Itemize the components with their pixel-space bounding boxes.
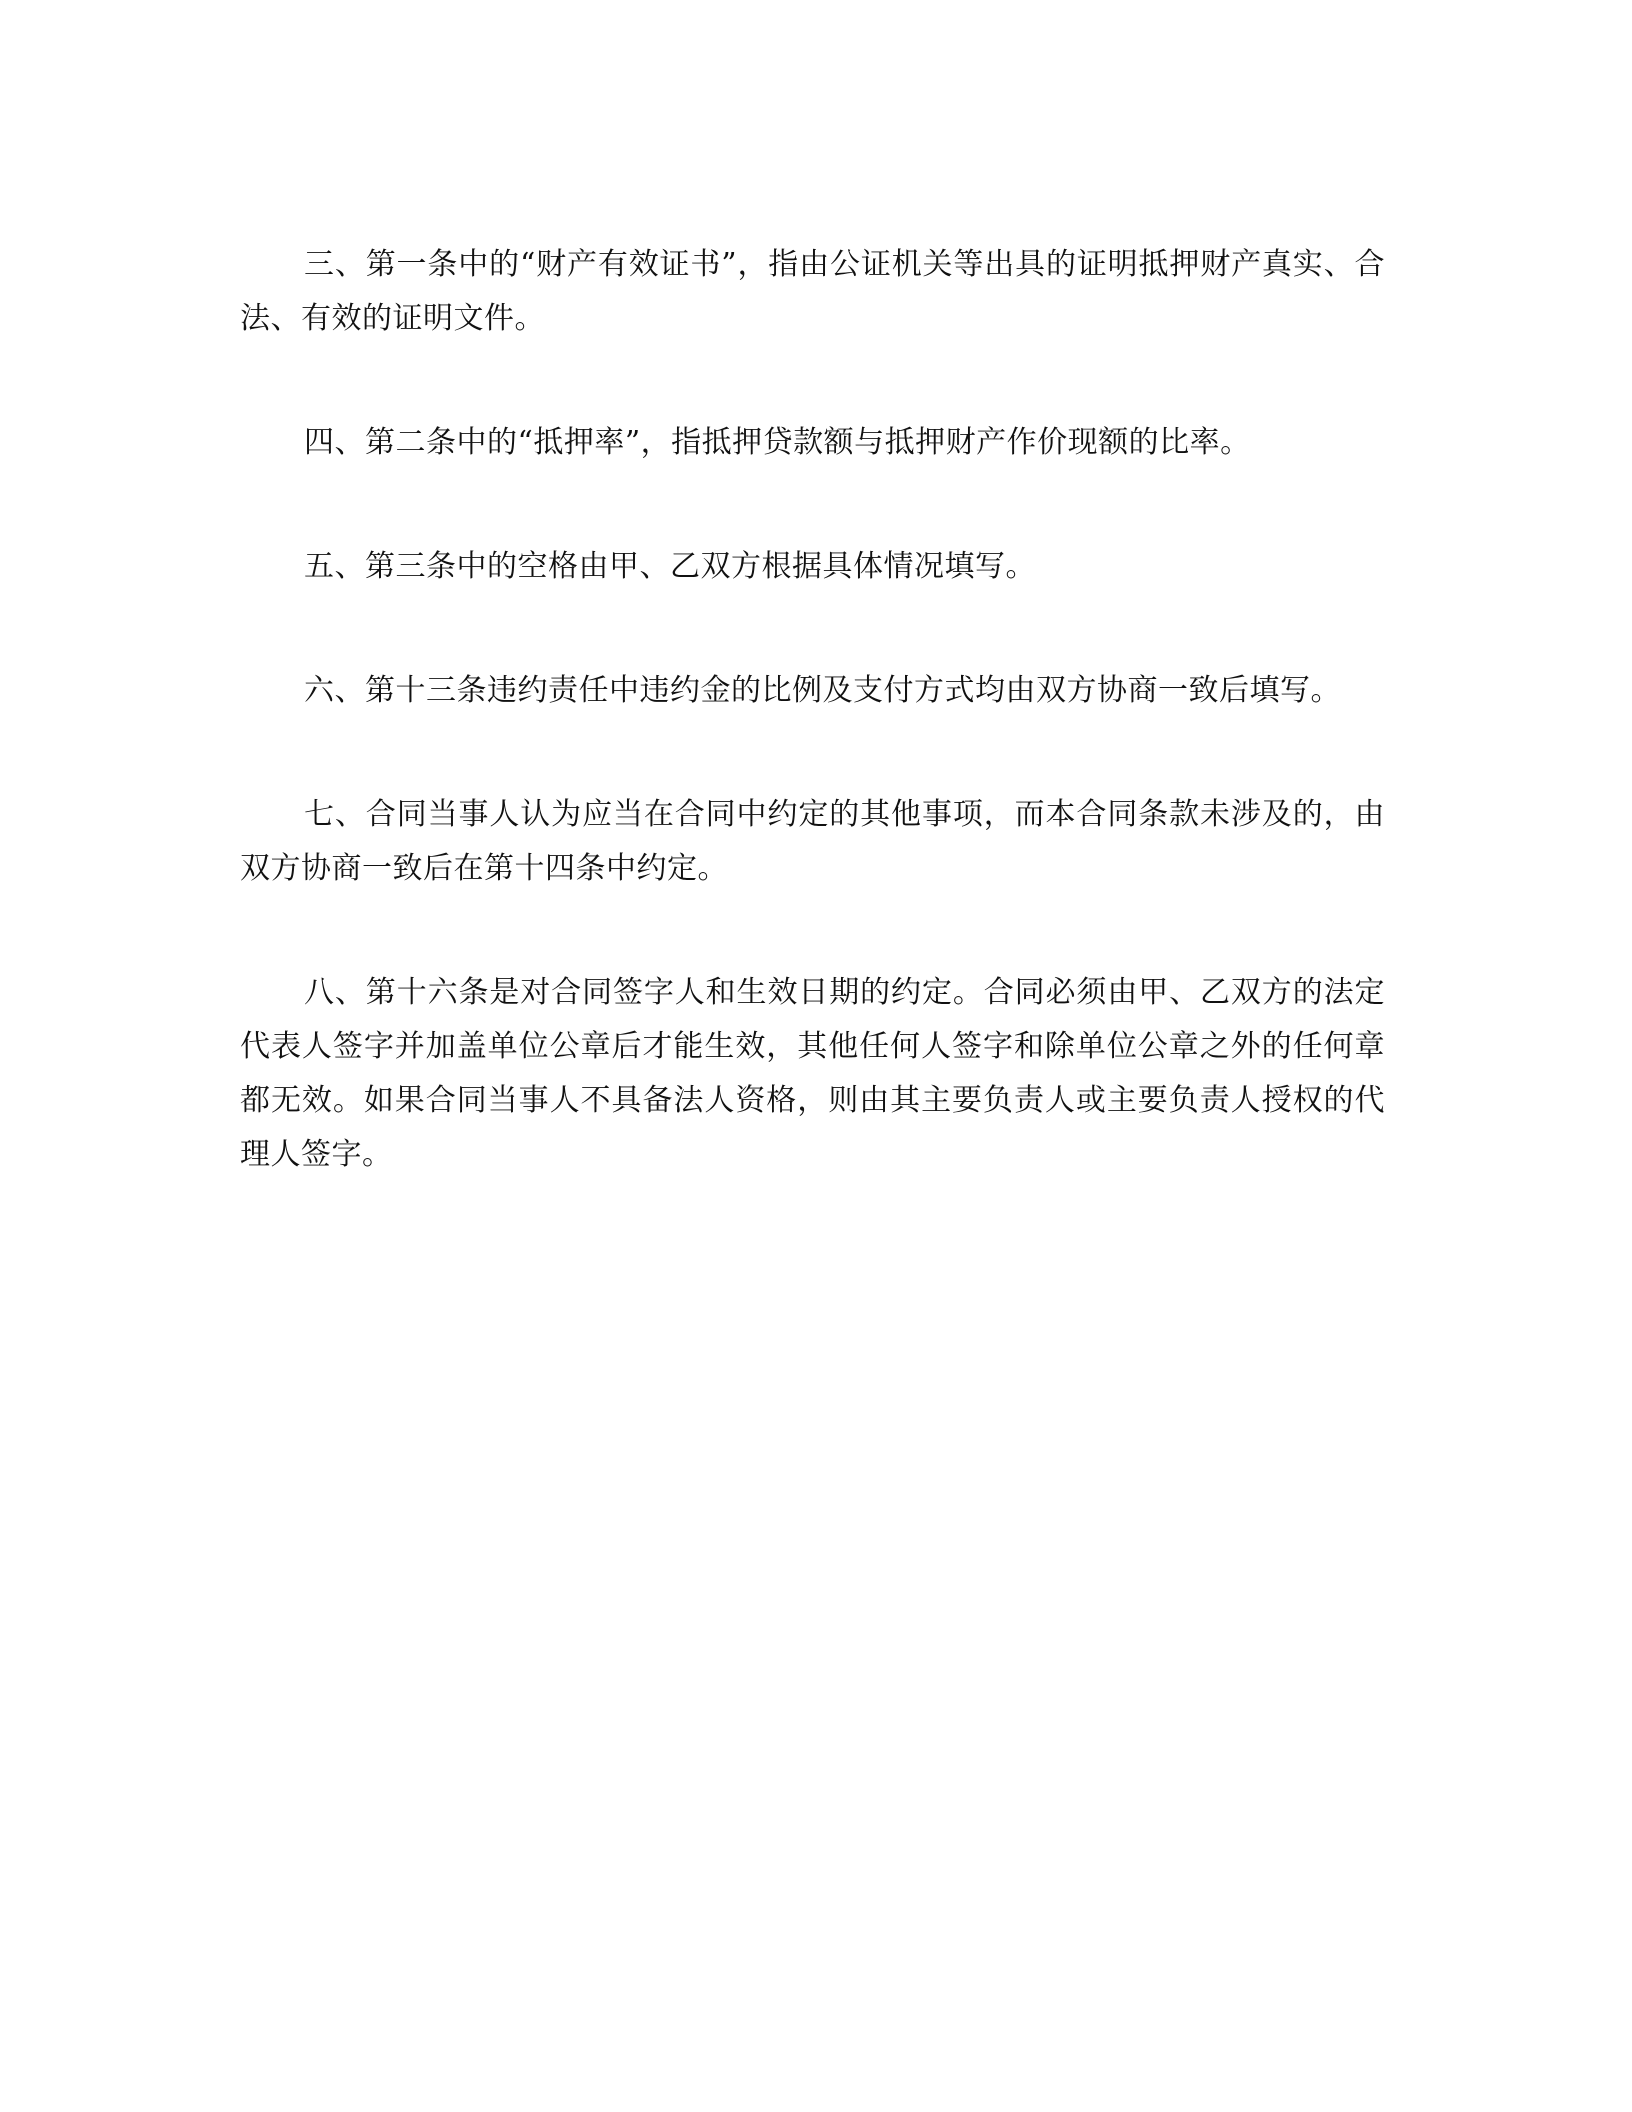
paragraph-6: 六、第十三条违约责任中违约金的比例及支付方式均由双方协商一致后填写。 — [304, 673, 1341, 708]
paragraph-7: 七、合同当事人认为应当在合同中约定的其他事项，而本合同条款未涉及的，由双方协商一致后在第十四条中约定。 — [240, 797, 1385, 886]
document-body — [240, 238, 1385, 1252]
paragraph-8: 八、第十六条是对合同签字人和生效日期的约定。合同必须由甲、乙双方的法定代表人签字并加盖单位公章后才能生效，其他任何人签字和除单位公章之外的任何章都无效。如果合同当事人不具备法人资格，则由其主要负责人或主要负责人授权的代理人签字。 — [240, 975, 1385, 1172]
paragraph-3: 三、第一条中的“财产有效证书”，指由公证机关等出具的证明抵押财产真实、合法、有效的证明文件。 — [240, 247, 1385, 336]
paragraph-5: 五、第三条中的空格由甲、乙双方根据具体情况填写。 — [304, 549, 1036, 584]
paragraph-4: 四、第二条中的“抵押率”，指抵押贷款额与抵押财产作价现额的比率。 — [304, 425, 1251, 460]
